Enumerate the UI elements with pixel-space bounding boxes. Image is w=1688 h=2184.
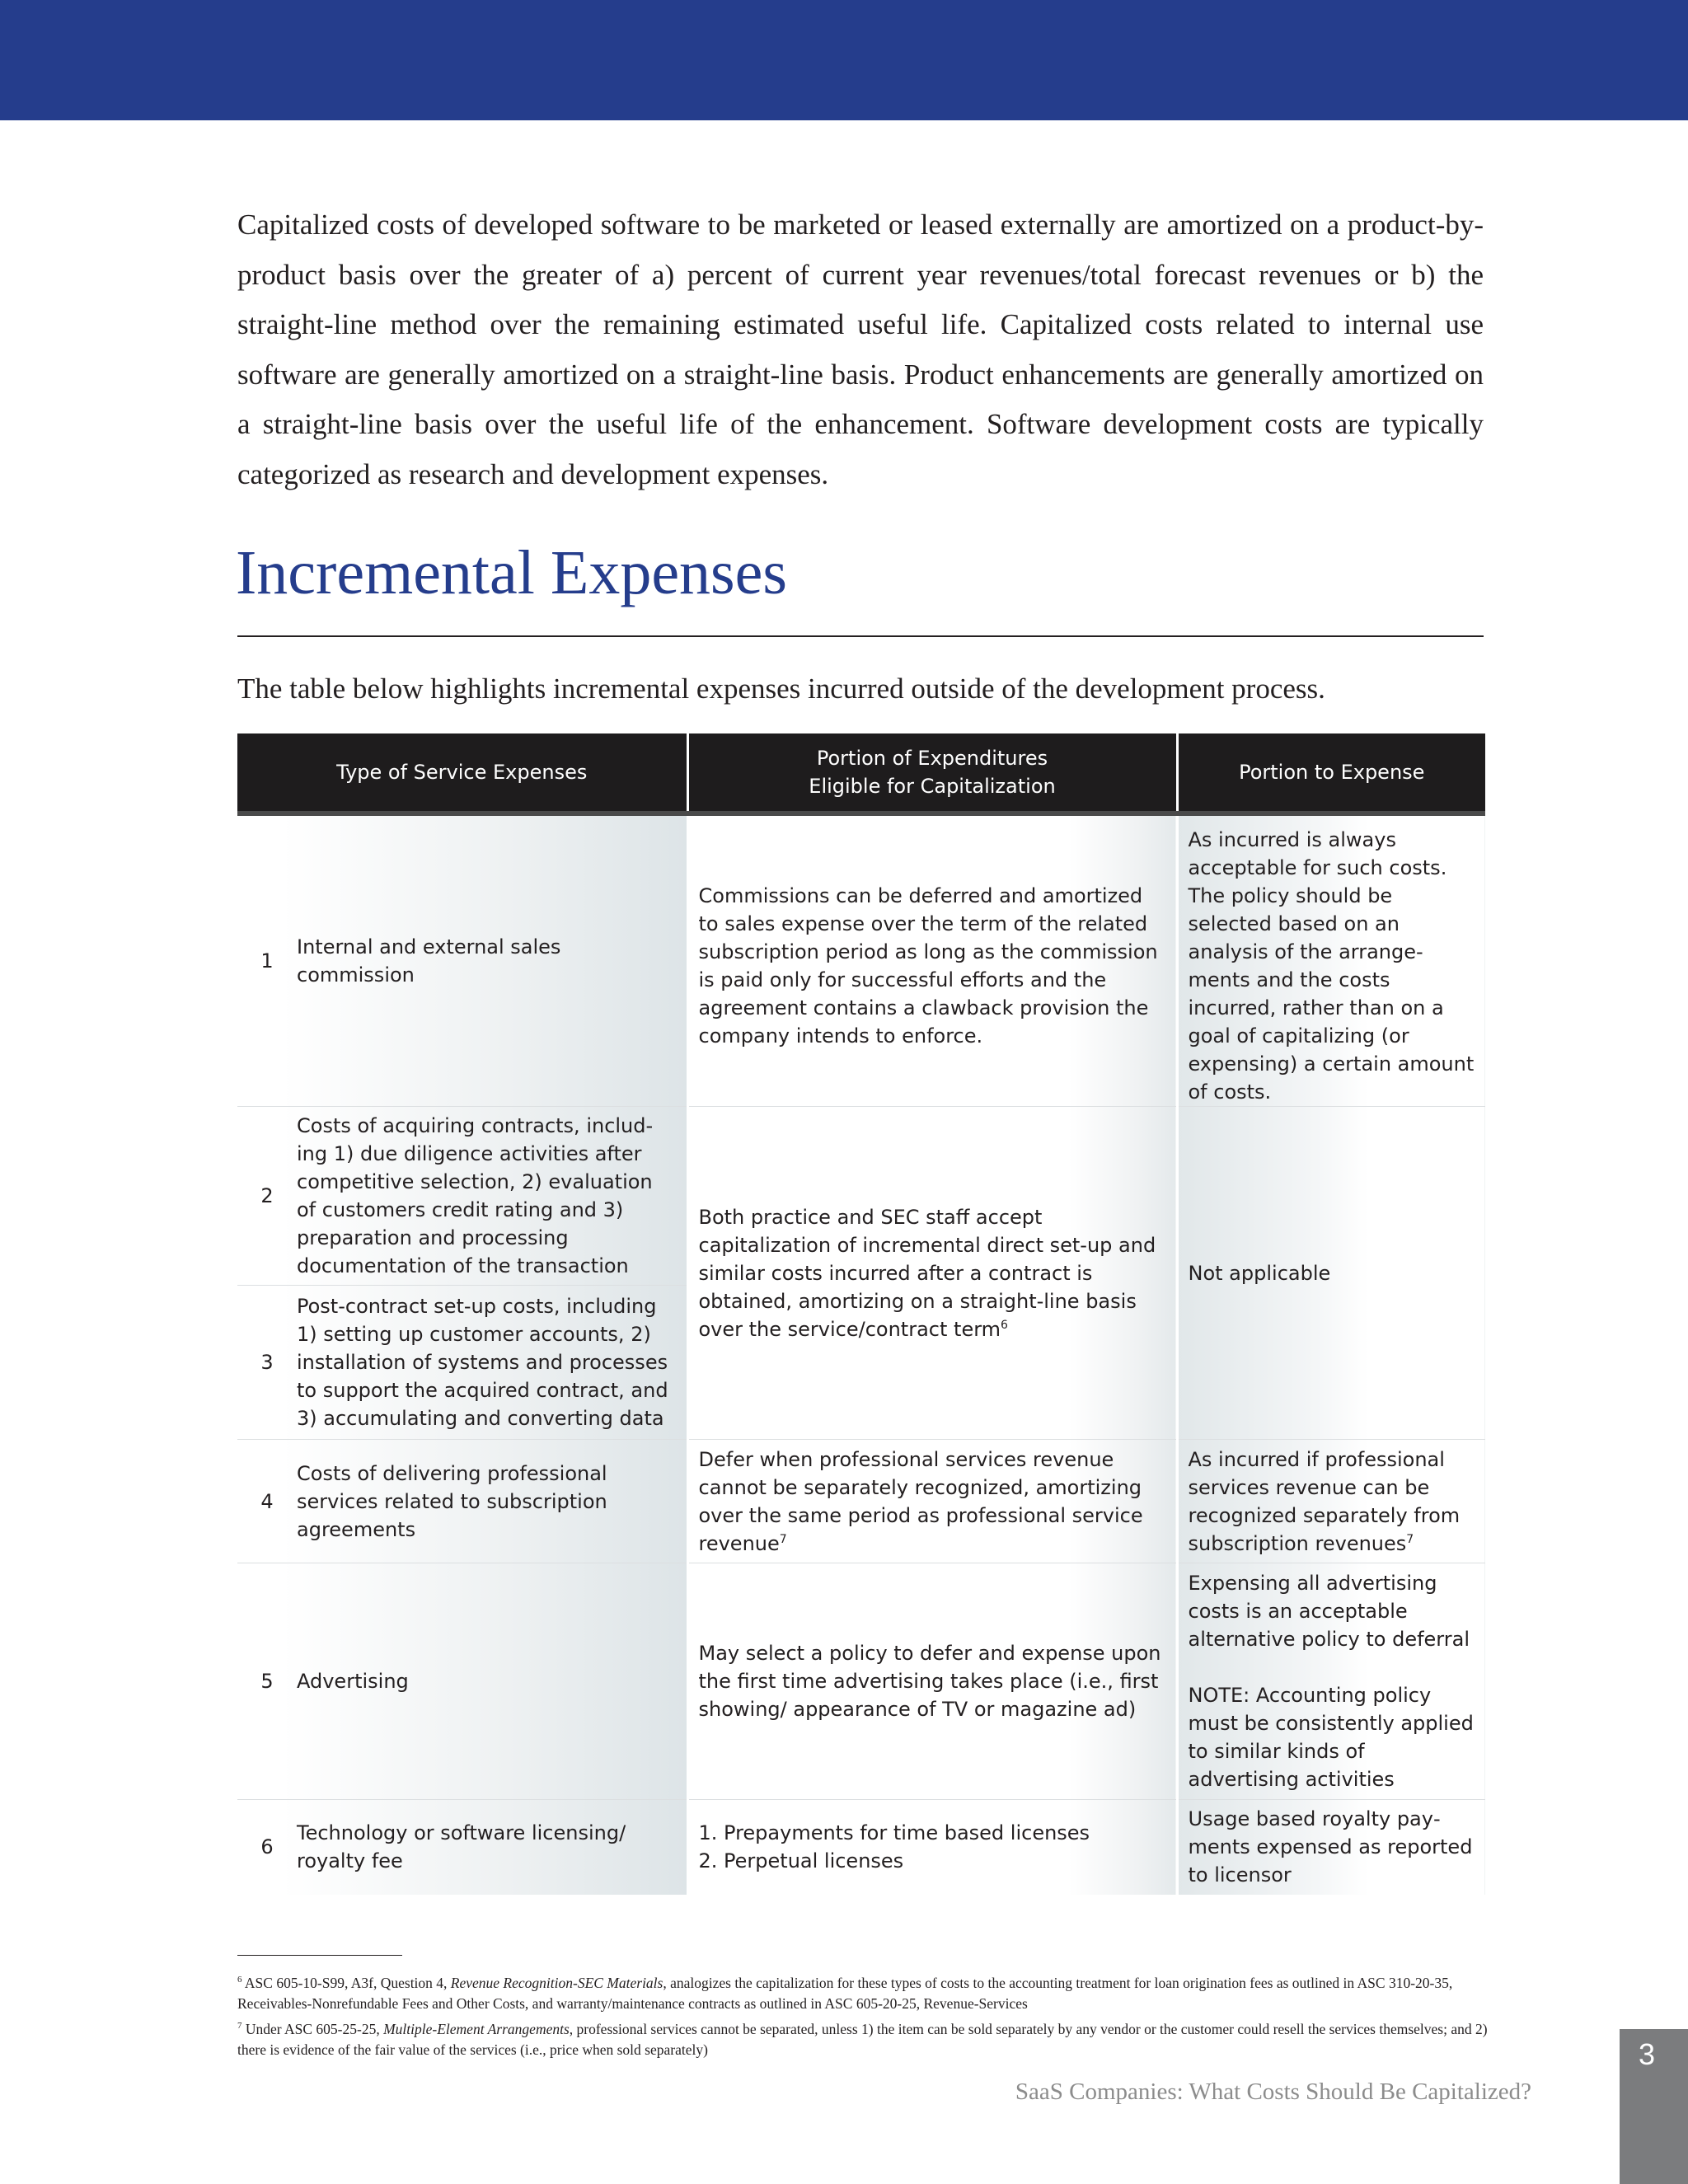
expense-text: Expensing all advertising costs is an acceptable alternative policy to deferral <box>1188 1572 1470 1651</box>
type-text: Internal and external sales commission <box>297 935 561 987</box>
header-portion: Portion of Expenditures Eligible for Capitalization <box>687 733 1177 813</box>
incremental-expenses-table <box>237 733 1485 1895</box>
expense-cell <box>1177 1563 1485 1800</box>
row-number: 2 <box>260 1184 274 1207</box>
expense-cell: Not applicable <box>1177 1107 1485 1440</box>
footnote-rule <box>237 1955 402 1956</box>
type-text: Technology or software licensing/ royalty fee <box>297 1821 626 1873</box>
portion-cell: Commissions can be deferred and amortized to sales expense over the term of the related subscription period as long as the commission is paid only for successful efforts and the agreement contains a clawback provision the company intends to enforce. <box>687 813 1177 1107</box>
license-item: 1. Prepayments for time based licenses <box>698 1821 1090 1845</box>
footnote-ref: 7 <box>779 1532 787 1546</box>
portion-cell: Both practice and SEC staff accept capitalization of incremental direct set-up and similar costs incurred after a contract is obtained, amortizing on a straight-line basis over the service/contract term$^6$ <box>687 1107 1177 1440</box>
type-cell <box>237 1286 687 1440</box>
expense-cell: Usage based royalty payments expensed as reported to licensor <box>1177 1800 1485 1895</box>
type-cell <box>237 1107 687 1286</box>
footnote-ref: 6 <box>1001 1318 1008 1332</box>
expense-cell: As incurred is always acceptable for such costs. The policy should be selected based on an analysis of the arrangements and the costs incurred, rather than on a goal of capitalizing (or expensing) a certain amount of costs. <box>1177 813 1485 1107</box>
license-item: 2. Perpetual licenses <box>698 1849 904 1873</box>
type-text: Post-contract set-up costs, including 1) setting up customer accounts, 2) installation of systems and processes to support the acquired contract, and 3) accumulating and converting data <box>297 1295 668 1430</box>
expense-note: NOTE: Accounting policy must be consistently applied to similar kinds of advertising activities <box>1188 1684 1474 1791</box>
type-text: Costs of delivering professional services related to subscription agreements <box>297 1461 607 1541</box>
type-cell <box>237 1563 687 1800</box>
table-row <box>237 1440 1485 1563</box>
row-number: 4 <box>260 1489 274 1513</box>
table-row <box>237 1800 1485 1895</box>
expense-cell: As incurred if professional services revenue can be recognized separately from subscription revenues$^7$ <box>1177 1440 1485 1563</box>
portion-cell: Defer when professional services revenue cannot be separately recognized, amortizing over the same period as professional service revenue$^7$ <box>687 1440 1177 1563</box>
table-intro: The table below highlights incremental expenses incurred outside of the development process. <box>237 673 1325 705</box>
header-expense: Portion to Expense <box>1177 733 1485 813</box>
type-text: Advertising <box>297 1670 409 1693</box>
page-number: 3 <box>1638 2037 1656 2071</box>
title-rule <box>237 635 1484 637</box>
page-number-box <box>1620 2029 1688 2184</box>
header-type: Type of Service Expenses <box>237 733 687 813</box>
row-number: 3 <box>260 1351 274 1374</box>
table-row <box>237 1107 1485 1286</box>
row-number: 6 <box>260 1835 274 1859</box>
intro-paragraph: Capitalized costs of developed software to be marketed or leased externally are amortized on a product-by-product basis over the greater of a) percent of current year revenues/total forecast revenues or b) the straight-line method over the remaining estimated useful life. Capitalized costs related to internal use software are generally amortized on a straight-line basis. Product enhancements are generally amortized on a straight-line basis over the useful life of the enhancement. Software development costs are typically categorized as research and development expenses. <box>237 209 1484 490</box>
footnote-7: $^7$ Under ASC 605-25-25, Multiple-Element Arrangements, professional services cannot be separated, unless 1) the item can be sold separately by any vendor or the customer could resell the services themselves; and 2) there is evidence of the fair value of the services (i.e., price when sold separately) <box>237 2021 1488 2058</box>
type-text: Costs of acquiring contracts, including 1) due diligence activities after competitive selection, 2) evaluation of customers credit rating and 3) preparation and processing documentation of the transaction <box>297 1114 654 1277</box>
portion-cell <box>687 1800 1177 1895</box>
section-title: Incremental Expenses <box>236 538 787 607</box>
portion-cell: May select a policy to defer and expense upon the first time advertising takes place (i.e., first showing/ appearance of TV or magazine ad) <box>687 1563 1177 1800</box>
table-row <box>237 813 1485 1107</box>
footnote-6: $^6$ ASC 605-10-S99, A3f, Question 4, Revenue Recognition-SEC Materials, analogizes the capitalization for these types of costs to the accounting treatment for loan origination fees as outlined in ASC 310-20-35, Receivables-Nonrefundable Fees and Other Costs, and warranty/maintenance contracts as outlined in ASC 605-20-25, Revenue-Services <box>237 1975 1453 2012</box>
row-number: 5 <box>260 1670 274 1693</box>
type-cell <box>237 813 687 1107</box>
footer-title: SaaS Companies: What Costs Should Be Capitalized? <box>1015 2079 1531 2105</box>
top-banner <box>0 0 1688 120</box>
row-number: 1 <box>260 949 274 972</box>
type-cell <box>237 1800 687 1895</box>
type-cell <box>237 1440 687 1563</box>
table-row <box>237 1563 1485 1800</box>
footnote-ref: 7 <box>1406 1532 1414 1546</box>
table-header-row <box>237 733 1485 813</box>
